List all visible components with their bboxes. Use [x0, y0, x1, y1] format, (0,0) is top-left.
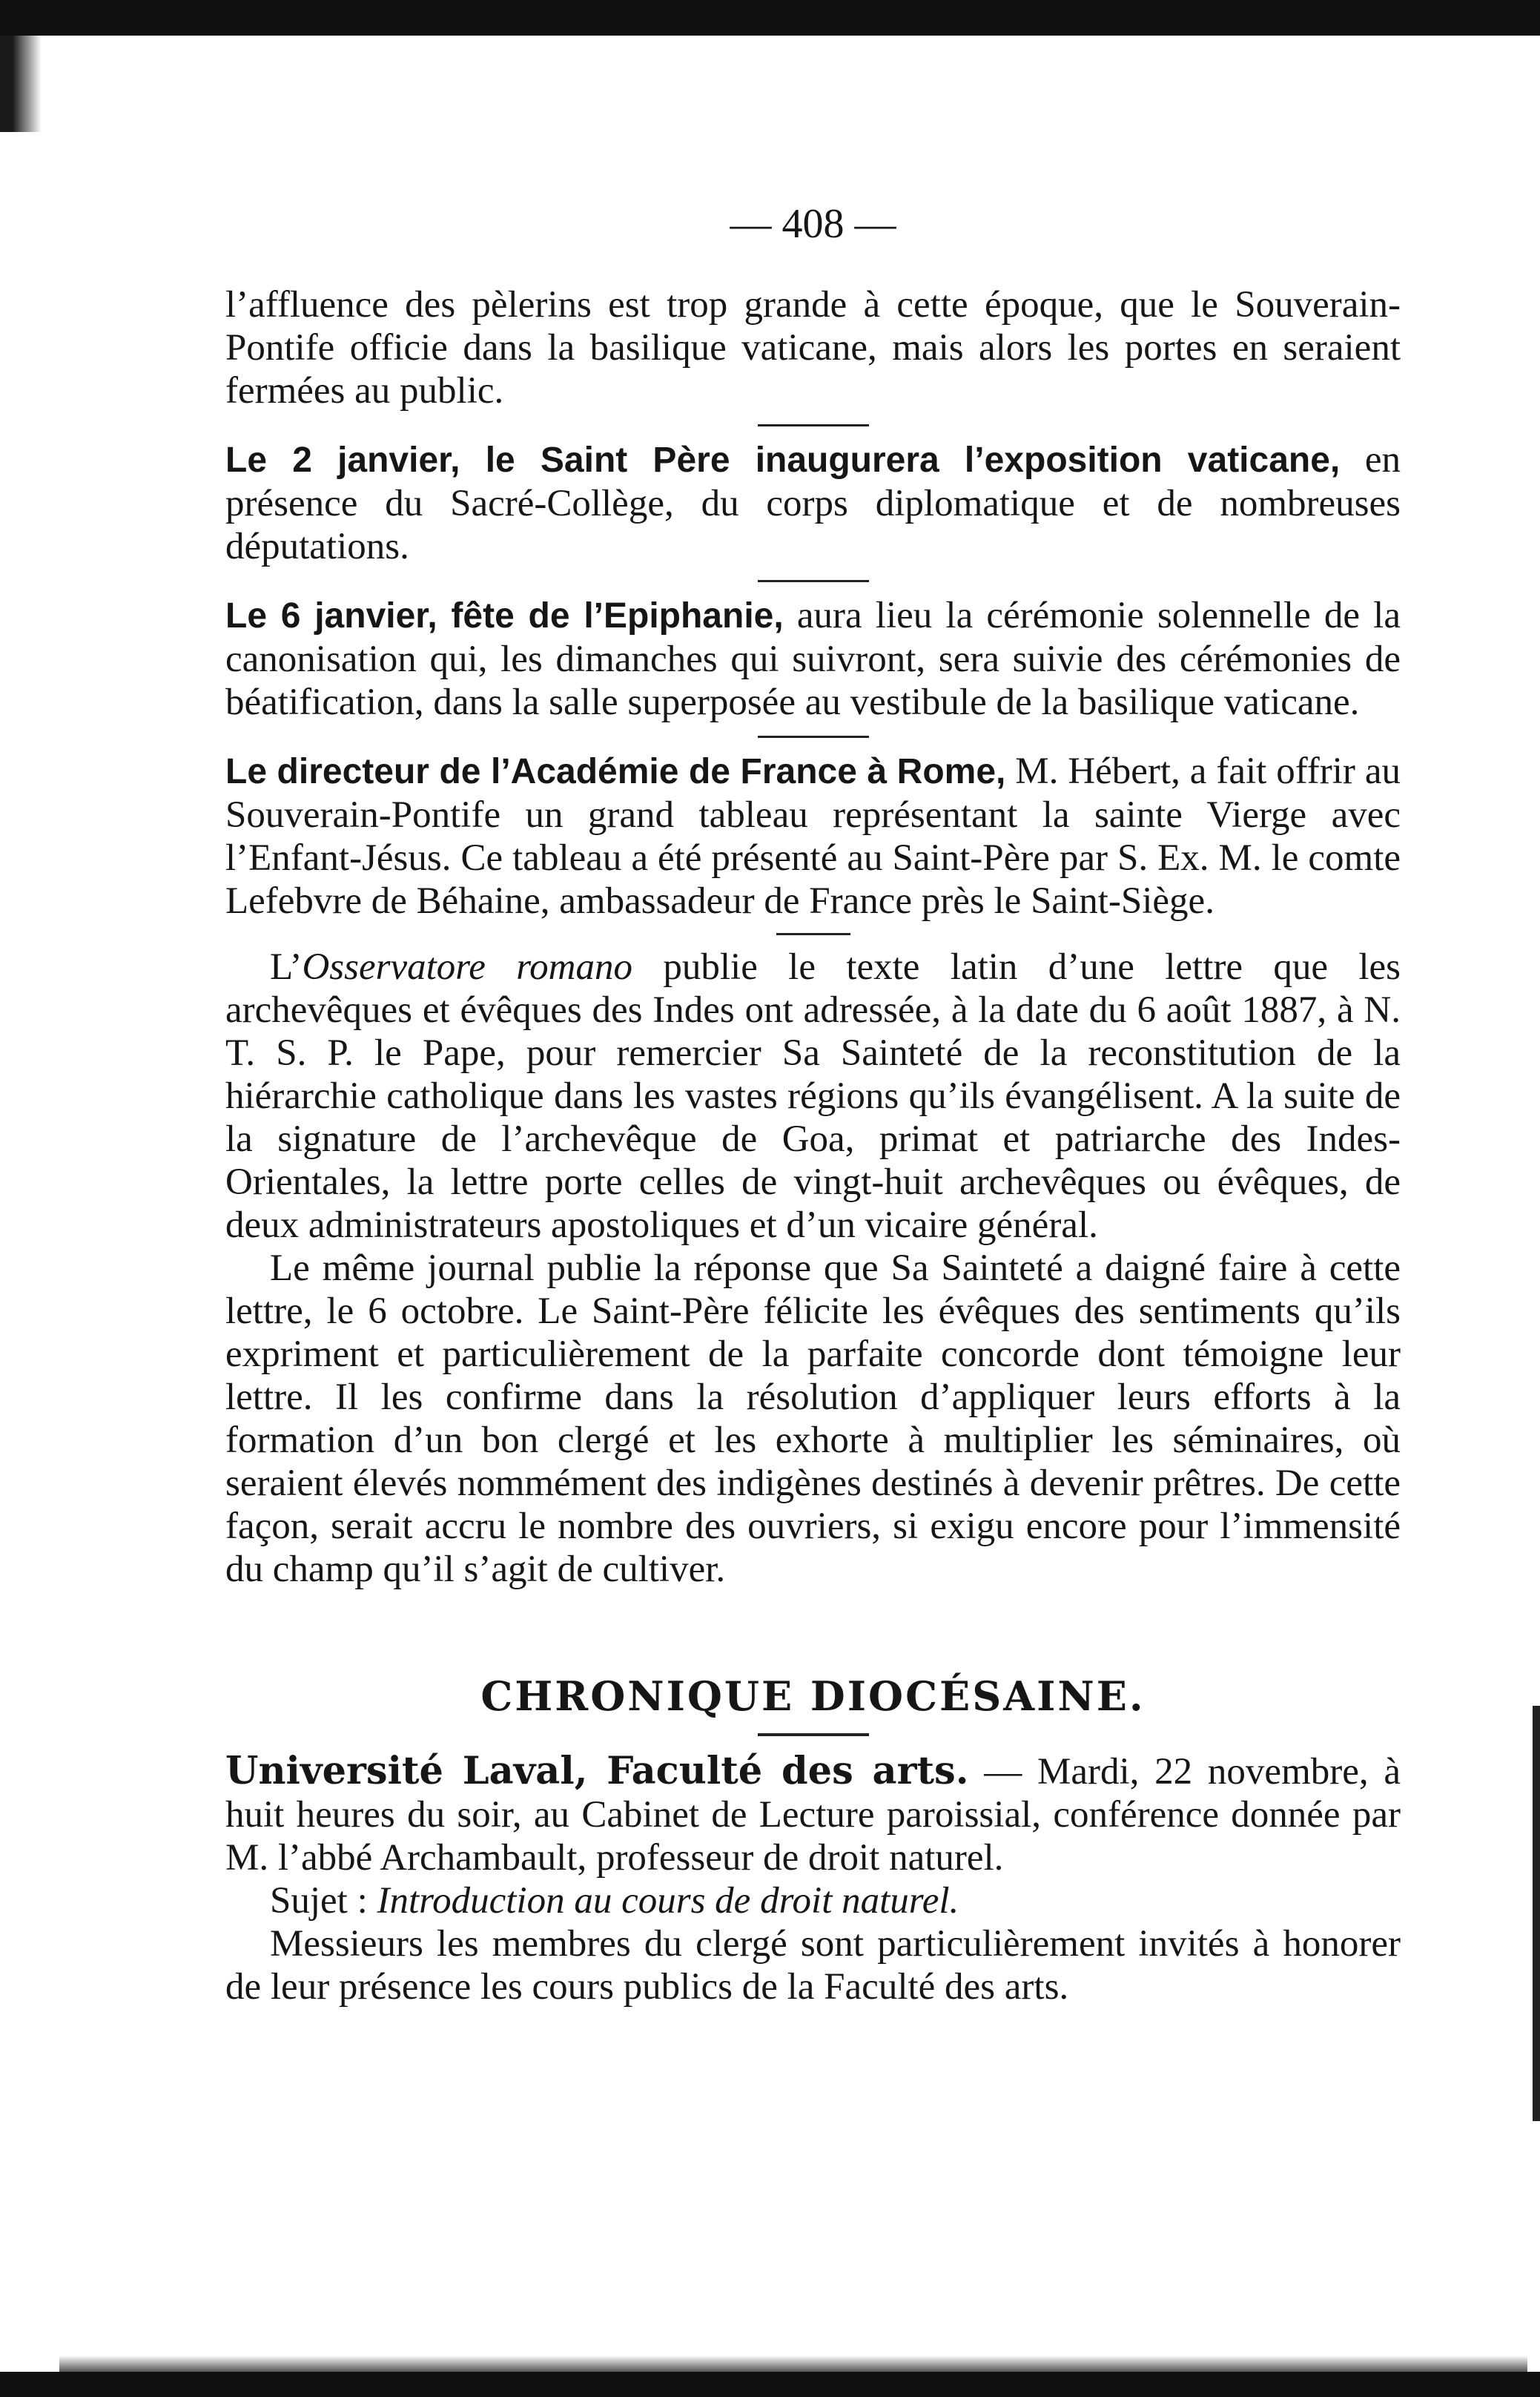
document-page	[225, 200, 1401, 2008]
scan-right-border	[1533, 1706, 1540, 2121]
paragraph-text: publie le texte latin d’une lettre que les archevêques et évêques des Indes ont adressée, à la date du 6 août 1887, à N. T. S. P. le Pape, pour remercier Sa Sainteté de la reconstitution de la hiérarchie catholique dans les vastes régions qu’ils évangélisent. A la suite de la signature de l’archevêque de Goa, primat et patriarche des Indes-Orientales, la lettre porte celles de vingt-huit archevêques ou évêques, de deux administrateurs apostoliques et d’un vicaire général.	[225, 946, 1401, 1246]
scan-bottom-shadow	[59, 2355, 1527, 2372]
paragraph-lead: Le directeur de l’Académie de France à Rome,	[225, 752, 1006, 791]
paragraph-sujet	[225, 1879, 1401, 1922]
scan-left-border	[0, 36, 42, 132]
scan-bottom-border	[0, 2372, 1540, 2397]
paragraph-reponse	[225, 1247, 1401, 1591]
section-rule	[758, 1733, 869, 1736]
paragraph-text: Le même journal publie la réponse que Sa Sainteté a daigné faire à cette lettre, le 6 octobre. Le Saint-Père félicite les évêques des sentiments qu’ils expriment et particulièrement de la parfaite concorde dont témoigne leur lettre. Il les confirme dans la résolution d’appliquer leurs efforts à la formation d’un bon clergé et les exhorte à multiplier les séminaires, où seraient élevés nommément des indigènes destinés à devenir prêtres. De cette façon, serait accru le nombre des ouvriers, si exigu encore pour l’immensité du champ qu’il s’agit de cultiver.	[225, 1247, 1401, 1590]
paragraph-text: en présence du Sacré-Collège, du corps diplomatique et de nombreuses députations.	[225, 439, 1401, 567]
paragraph-osservatore	[225, 946, 1401, 1247]
osservatore-title: Osservatore romano	[302, 946, 633, 988]
paragraph-text: M. Hébert, a fait offrir au Souverain-Pontife un grand tableau représentant la sainte Vierge avec l’Enfant-Jésus. Ce tableau a été présenté au Saint-Père par S. Ex. M. le comte Lefebvre de Béhaine, ambassadeur de France près le Saint-Siège.	[225, 751, 1401, 922]
scan-top-border	[0, 0, 1540, 36]
separator-rule	[758, 424, 869, 426]
separator-rule	[776, 933, 850, 935]
separator-rule	[758, 736, 869, 738]
section-title: CHRONIQUE DIOCÉSAINE.	[480, 1672, 1146, 1720]
paragraph-exposition	[225, 438, 1401, 568]
paragraph-lead: Le 6 janvier, fête de l’Epiphanie,	[225, 596, 784, 636]
paragraph-text: l’affluence des pèlerins est trop grande à cette époque, que le Souverain-Pontife officie dans la basilique vaticane, mais alors les portes en seraient fermées au public.	[225, 284, 1401, 412]
paragraph-universite	[225, 1750, 1401, 1879]
paragraph-academie	[225, 750, 1401, 923]
subject-title: Introduction au cours de droit naturel.	[377, 1880, 959, 1922]
paragraph-lead: Université Laval, Faculté des arts.	[225, 1749, 969, 1793]
paragraph-invitation	[225, 1922, 1401, 2008]
paragraph-text: Messieurs les membres du clergé sont particulièrement invités à honorer de leur présence les cours publics de la Faculté des arts.	[225, 1923, 1401, 2008]
separator-rule	[758, 580, 869, 582]
paragraph-text: — Mardi, 22 novembre, à huit heures du soir, au Cabinet de Lecture paroissial, conférence donnée par M. l’abbé Archambault, professeur de droit naturel.	[225, 1751, 1401, 1879]
osservatore-prefix: L’	[270, 946, 303, 988]
paragraph-affluence	[225, 283, 1401, 412]
subject-label: Sujet :	[270, 1880, 377, 1922]
paragraph-lead: Le 2 janvier, le Saint Père inaugurera l’exposition vaticane,	[225, 441, 1341, 480]
paragraph-text: aura lieu la cérémonie solennelle de la canonisation qui, les dimanches qui suivront, sera suivie des cérémonies de béatification, dans la salle superposée au vestibule de la basilique vaticane.	[225, 595, 1401, 723]
paragraph-epiphanie	[225, 594, 1401, 724]
page-number: — 408 —	[730, 201, 896, 247]
